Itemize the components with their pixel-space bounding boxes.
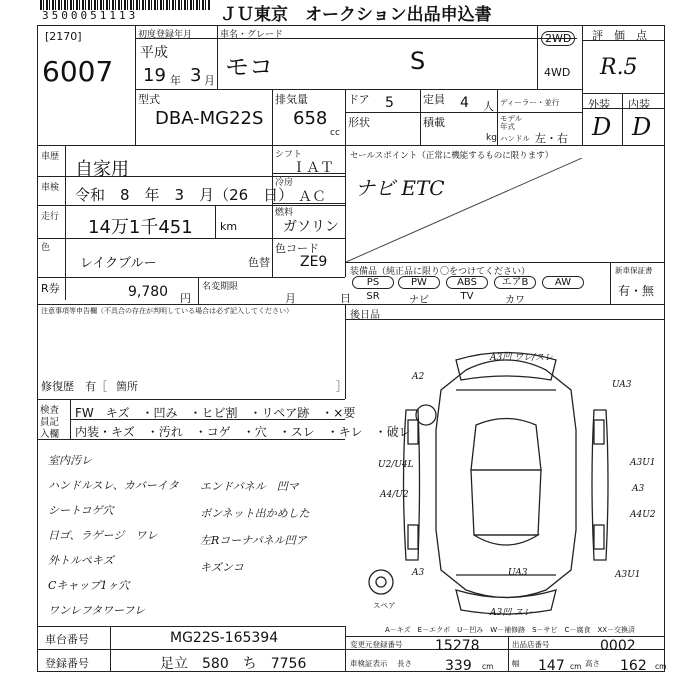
length-label: 長さ — [397, 659, 412, 668]
inspection-label: 車検 — [41, 183, 60, 193]
fuel: ガソリン — [283, 219, 339, 235]
handwritten-note: ボンネット出かめした — [200, 507, 310, 520]
drive-2wd: 2WD — [541, 31, 575, 46]
ref-label: 車検証表示 — [350, 659, 388, 668]
sales-point-label: セールスポイント（正常に機能するものに限ります） — [350, 151, 554, 161]
ac-label: 冷房 — [275, 178, 294, 188]
fuel-label: 燃料 — [275, 208, 294, 218]
reg-month: 3 — [190, 65, 202, 86]
mileage-label: 走行 — [41, 212, 60, 222]
notes-label: 注意事項等申告欄（不具合の存在が判明している場合は必ず記入してください） — [41, 307, 293, 315]
barcode-number: 3500051113 — [42, 9, 139, 22]
equipment-abs: ABS — [446, 276, 488, 289]
equipment-label: 装備品（純正品に限り〇をつけてください） — [350, 267, 531, 277]
plate-number: 足立 580 ち 7756 — [160, 656, 307, 672]
interior-label: 内装 — [628, 98, 650, 111]
equipment-pw: PW — [398, 276, 440, 289]
damage-mark-bm: UA3 — [508, 568, 528, 578]
dealer-label: ディーラー・並行 — [500, 98, 560, 107]
handwritten-note: シートコゲ穴 — [48, 504, 114, 517]
drive-4wd: 4WD — [544, 66, 571, 79]
length: 339 — [445, 658, 472, 674]
damage-mark-tl: A2 — [412, 372, 425, 382]
model-code-label: 型式 — [138, 93, 160, 106]
damage-mark-mid-l1: U2/U4L — [378, 460, 414, 470]
inspector-label: 検査員記入欄 — [40, 405, 60, 440]
equipment-ps: PS — [352, 276, 394, 289]
damage-mark-r2: A3 — [632, 484, 645, 494]
handwritten-note: 室内汚レ — [48, 454, 92, 467]
form-title: ＪＵ東京 オークション出品申込書 — [220, 5, 492, 25]
equipment-カワ: カワ — [505, 295, 525, 306]
handwritten-note: 左Rコーナパネル凹ア — [200, 534, 307, 547]
chassis-number: MG22S-165394 — [170, 630, 279, 646]
load-label: 積載 — [423, 116, 445, 129]
sale-no: 0002 — [600, 638, 636, 654]
equipment-エアb: エアB — [494, 276, 536, 289]
model-code: DBA-MG22S — [155, 108, 264, 129]
name-change-label: 名変期限 — [202, 282, 239, 292]
damage-mark-r3: A4U2 — [630, 510, 656, 520]
equipment-ナビ: ナビ — [409, 295, 429, 306]
equipment-aw: AW — [542, 276, 584, 289]
damage-legend: A－キズ E－エクボ U－凹み W－補修跡 S－サビ C－腐食 XX－交換済 — [385, 626, 636, 634]
equipment-tv: TV — [460, 291, 474, 302]
color-label: 色 — [41, 243, 51, 253]
handwritten-note: キズンコ — [200, 561, 244, 574]
reg-year: 19 — [143, 65, 166, 86]
doors-label: ドア — [348, 93, 370, 106]
damage-mark-tr: UA3 — [612, 380, 632, 390]
damage-mark-bl: A3 — [412, 568, 425, 578]
interior-value: D — [632, 113, 652, 141]
shape-label: 形状 — [348, 116, 370, 129]
displacement: 658 — [293, 108, 328, 129]
lot-number: 6007 — [42, 55, 114, 88]
height: 162 — [620, 658, 647, 674]
handle-value: 左・右 — [535, 132, 568, 145]
capacity-label: 定員 — [423, 93, 445, 106]
color-no-label: 色替 — [248, 256, 270, 269]
vehicle-grade: S — [410, 47, 426, 75]
handwritten-note: 外トルペキズ — [48, 554, 114, 567]
after-fit-label: 後日品 — [350, 310, 380, 321]
doors: 5 — [385, 95, 394, 111]
handwritten-note: ハンドルスレ、カバーイタ — [48, 479, 179, 492]
damage-mark-mid-l2: A4/U2 — [380, 490, 409, 500]
inspector-row-1: FW キズ ・凹み ・ヒビ割 ・リペア跡 ・×要 — [75, 406, 356, 420]
exterior-label: 外装 — [588, 98, 610, 111]
capacity: 4 — [460, 95, 469, 111]
chassis-label: 車台番号 — [45, 633, 89, 646]
damage-mark-bottom: A3凹 スレ — [490, 608, 533, 618]
rating-value: R.5 — [600, 55, 638, 80]
handwritten-note: エンドバネル 凹マ — [200, 480, 299, 493]
reg-era: 平成 — [140, 45, 168, 61]
recycle-amount: 9,780 — [128, 284, 169, 300]
warranty-label: 新車保証書 — [615, 266, 653, 275]
model-year-label: モデル年式 — [500, 114, 523, 131]
mileage: 14万1千451 — [88, 217, 193, 238]
width: 147 — [538, 658, 565, 674]
vehicle-name: モコ — [225, 53, 273, 81]
transfer-no-label: 変更元登録番号 — [350, 640, 403, 649]
color-code: ZE9 — [300, 254, 328, 270]
transfer-no: 15278 — [435, 638, 480, 654]
exterior-value: D — [592, 113, 612, 141]
usage: 自家用 — [75, 159, 129, 180]
rating-label: 評 価 点 — [592, 29, 647, 42]
handwritten-note: 日ゴ、ラゲージ ワレ — [48, 529, 158, 542]
equipment-sr: SR — [366, 291, 380, 302]
sale-no-label: 出品店番号 — [512, 640, 550, 649]
sales-point-lines — [346, 158, 582, 262]
inspector-row-2: 内装・キズ ・汚れ ・コゲ ・穴 ・スレ ・キレ ・破レ — [75, 425, 411, 439]
damage-mark-r1: A3U1 — [630, 458, 656, 468]
lot-code: [2170] — [45, 30, 82, 43]
repair-label: 修復歴 有［ — [41, 380, 107, 393]
model-grade-label: 車名・グレード — [220, 30, 284, 40]
inspection-date: 令和 8 年 3 月（26 日） — [75, 186, 294, 204]
handwritten-note: ワンレフタワーフレ — [48, 604, 145, 617]
displacement-label: 排気量 — [275, 93, 308, 106]
handwritten-note: Cキャップ1ヶ穴 — [48, 579, 130, 592]
first-reg-label: 初度登録年月 — [138, 30, 193, 40]
damage-mark-br: A3U1 — [615, 570, 641, 580]
width-label: 幅 — [512, 659, 520, 668]
height-label: 高さ — [585, 659, 600, 668]
plate-label: 登録番号 — [45, 657, 89, 670]
sales-point: ナビ ETC — [355, 176, 445, 200]
recycle-label: R券 — [41, 282, 60, 295]
shift-label: シフト — [275, 150, 303, 160]
color-code-label: 色コード — [275, 242, 319, 255]
damage-mark-top: A3凹 ワレ/スレ — [490, 353, 554, 363]
ac: ＡＣ — [298, 189, 326, 205]
usage-label: 車歴 — [41, 152, 60, 162]
color-name: レイクブルー — [80, 256, 157, 271]
spare-label: スペア — [373, 601, 396, 610]
warranty-value: 有・無 — [618, 284, 655, 298]
handle-label: ハンドル — [500, 134, 530, 143]
shift: ＩＡＴ — [292, 160, 334, 176]
